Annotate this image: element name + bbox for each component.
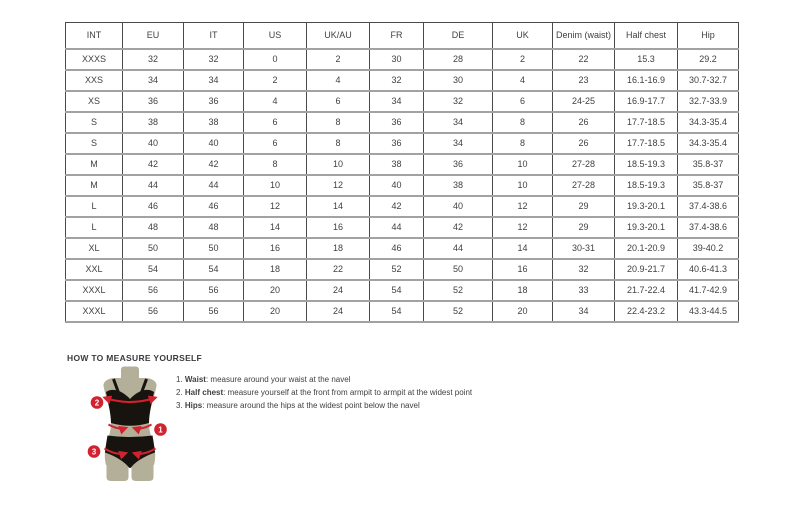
table-cell: 36 xyxy=(184,91,244,112)
measure-step xyxy=(176,386,472,399)
table-cell: 21.7-22.4 xyxy=(615,280,678,301)
mannequin-illustration xyxy=(75,365,175,490)
table-cell: 38 xyxy=(424,175,493,196)
column-header: Hip xyxy=(678,23,739,49)
table-cell: 15.3 xyxy=(615,49,678,70)
table-cell: S xyxy=(66,133,123,154)
table-cell: 56 xyxy=(184,280,244,301)
measure-steps xyxy=(176,373,472,412)
table-cell: 19.3-20.1 xyxy=(615,196,678,217)
table-cell: S xyxy=(66,112,123,133)
table-cell: 10 xyxy=(307,154,370,175)
measure-step-term: Waist xyxy=(184,375,206,384)
table-cell: 16 xyxy=(493,259,553,280)
table-cell: 14 xyxy=(244,217,307,238)
table-cell: 14 xyxy=(493,238,553,259)
table-cell: 56 xyxy=(123,280,184,301)
table-cell: 16.9-17.7 xyxy=(615,91,678,112)
table-cell: 34 xyxy=(424,112,493,133)
measure-step xyxy=(176,373,472,386)
table-cell: 12 xyxy=(493,217,553,238)
table-cell: 32 xyxy=(424,91,493,112)
table-cell: 30 xyxy=(370,49,424,70)
table-cell: 37.4-38.6 xyxy=(678,217,739,238)
table-cell: L xyxy=(66,217,123,238)
table-cell: M xyxy=(66,175,123,196)
table-cell: 18 xyxy=(244,259,307,280)
table-cell: 36 xyxy=(370,133,424,154)
table-cell: 44 xyxy=(370,217,424,238)
table-cell: 8 xyxy=(493,112,553,133)
measure-step-number: 2. xyxy=(176,388,185,397)
table-cell: 40.6-41.3 xyxy=(678,259,739,280)
table-cell: 54 xyxy=(370,280,424,301)
mannequin-right-leg xyxy=(132,461,154,481)
table-cell: 8 xyxy=(244,154,307,175)
table-row xyxy=(66,70,739,91)
table-cell: 36 xyxy=(424,154,493,175)
table-cell: 33 xyxy=(553,280,615,301)
table-cell: 44 xyxy=(123,175,184,196)
table-cell: XXXL xyxy=(66,280,123,301)
table-cell: 29 xyxy=(553,196,615,217)
table-cell: 4 xyxy=(307,70,370,91)
table-cell: 52 xyxy=(424,280,493,301)
table-cell: 32 xyxy=(370,70,424,91)
table-cell: 46 xyxy=(123,196,184,217)
column-header: Half chest xyxy=(615,23,678,49)
table-cell: 34 xyxy=(553,301,615,322)
table-row xyxy=(66,91,739,112)
table-cell: 10 xyxy=(493,175,553,196)
table-cell: 40 xyxy=(123,133,184,154)
table-cell: 18.5-19.3 xyxy=(615,175,678,196)
table-cell: 10 xyxy=(493,154,553,175)
measure-step-number: 1. xyxy=(176,375,185,384)
waist-badge-number: 1 xyxy=(158,425,163,435)
table-cell: 12 xyxy=(244,196,307,217)
table-cell: 19.3-20.1 xyxy=(615,217,678,238)
table-cell: XXS xyxy=(66,70,123,91)
table-cell: 32 xyxy=(123,49,184,70)
hips-badge xyxy=(88,445,101,458)
table-row xyxy=(66,238,739,259)
table-cell: 30-31 xyxy=(553,238,615,259)
table-cell: 12 xyxy=(493,196,553,217)
column-header: Denim (waist) xyxy=(553,23,615,49)
column-header: EU xyxy=(123,23,184,49)
table-cell: 41.7-42.9 xyxy=(678,280,739,301)
table-cell: 24 xyxy=(307,301,370,322)
table-cell: 32.7-33.9 xyxy=(678,91,739,112)
table-cell: 28 xyxy=(424,49,493,70)
chest-badge xyxy=(91,396,104,409)
table-cell: 22.4-23.2 xyxy=(615,301,678,322)
table-cell: 30.7-32.7 xyxy=(678,70,739,91)
table-cell: 6 xyxy=(244,133,307,154)
table-cell: 34.3-35.4 xyxy=(678,112,739,133)
table-cell: 22 xyxy=(307,259,370,280)
table-cell: XS xyxy=(66,91,123,112)
table-cell: 42 xyxy=(370,196,424,217)
table-row xyxy=(66,259,739,280)
table-cell: 18.5-19.3 xyxy=(615,154,678,175)
table-cell: 38 xyxy=(370,154,424,175)
table-cell: 32 xyxy=(184,49,244,70)
measure-step xyxy=(176,399,472,412)
table-cell: 17.7-18.5 xyxy=(615,112,678,133)
table-cell: 20 xyxy=(244,280,307,301)
table-cell: 20 xyxy=(244,301,307,322)
table-cell: 2 xyxy=(307,49,370,70)
table-cell: 26 xyxy=(553,133,615,154)
table-row xyxy=(66,301,739,322)
table-cell: 46 xyxy=(370,238,424,259)
table-cell: 54 xyxy=(370,301,424,322)
mannequin-left-leg xyxy=(107,461,129,481)
table-row xyxy=(66,280,739,301)
table-row xyxy=(66,49,739,70)
table-cell: 46 xyxy=(184,196,244,217)
column-header: IT xyxy=(184,23,244,49)
table-cell: 42 xyxy=(123,154,184,175)
table-cell: 36 xyxy=(370,112,424,133)
table-cell: 34 xyxy=(370,91,424,112)
waist-badge xyxy=(154,423,167,436)
measure-step-term: Hips xyxy=(184,401,203,410)
table-cell: 34.3-35.4 xyxy=(678,133,739,154)
measure-step-text: : measure around the hips at the widest point below the navel xyxy=(202,401,420,410)
table-cell: 24-25 xyxy=(553,91,615,112)
table-row xyxy=(66,112,739,133)
table-cell: 50 xyxy=(424,259,493,280)
measure-step-text: : measure yourself at the front from armpit to armpit at the widest point xyxy=(223,388,473,397)
table-cell: 37.4-38.6 xyxy=(678,196,739,217)
table-cell: 8 xyxy=(307,112,370,133)
table-cell: 56 xyxy=(123,301,184,322)
table-cell: 34 xyxy=(184,70,244,91)
table-cell: 8 xyxy=(493,133,553,154)
table-cell: 4 xyxy=(493,70,553,91)
table-cell: 2 xyxy=(493,49,553,70)
table-cell: 56 xyxy=(184,301,244,322)
table-cell: 6 xyxy=(244,112,307,133)
table-cell: 16 xyxy=(244,238,307,259)
table-cell: 29.2 xyxy=(678,49,739,70)
table-cell: 16 xyxy=(307,217,370,238)
table-cell: 6 xyxy=(307,91,370,112)
table-cell: 27-28 xyxy=(553,154,615,175)
table-cell: XXXS xyxy=(66,49,123,70)
table-cell: 16.1-16.9 xyxy=(615,70,678,91)
table-cell: 30 xyxy=(424,70,493,91)
column-header: DE xyxy=(424,23,493,49)
table-cell: L xyxy=(66,196,123,217)
table-row xyxy=(66,217,739,238)
size-table xyxy=(65,22,739,323)
table-cell: 52 xyxy=(424,301,493,322)
table-row xyxy=(66,154,739,175)
table-cell: 14 xyxy=(307,196,370,217)
table-cell: 4 xyxy=(244,91,307,112)
table-cell: 26 xyxy=(553,112,615,133)
table-cell: 34 xyxy=(123,70,184,91)
table-cell: 6 xyxy=(493,91,553,112)
column-header: FR xyxy=(370,23,424,49)
table-cell: 54 xyxy=(123,259,184,280)
table-cell: 42 xyxy=(184,154,244,175)
column-header: UK/AU xyxy=(307,23,370,49)
table-cell: 24 xyxy=(307,280,370,301)
column-header: US xyxy=(244,23,307,49)
size-table-body xyxy=(66,49,739,322)
size-table-header-row xyxy=(66,23,739,49)
table-cell: 35.8-37 xyxy=(678,154,739,175)
table-cell: 43.3-44.5 xyxy=(678,301,739,322)
table-cell: 0 xyxy=(244,49,307,70)
table-row xyxy=(66,133,739,154)
table-cell: 2 xyxy=(244,70,307,91)
chest-badge-number: 2 xyxy=(94,398,100,408)
table-cell: 20.1-20.9 xyxy=(615,238,678,259)
column-header: INT xyxy=(66,23,123,49)
measure-section-heading: HOW TO MEASURE YOURSELF xyxy=(67,353,203,363)
table-row xyxy=(66,175,739,196)
table-cell: 10 xyxy=(244,175,307,196)
table-cell: 27-28 xyxy=(553,175,615,196)
table-cell: 40 xyxy=(424,196,493,217)
table-cell: 22 xyxy=(553,49,615,70)
table-cell: 8 xyxy=(307,133,370,154)
table-cell: 34 xyxy=(424,133,493,154)
table-cell: M xyxy=(66,154,123,175)
table-cell: 29 xyxy=(553,217,615,238)
table-cell: 40 xyxy=(370,175,424,196)
table-cell: 50 xyxy=(184,238,244,259)
table-cell: 54 xyxy=(184,259,244,280)
table-cell: 50 xyxy=(123,238,184,259)
table-cell: 20 xyxy=(493,301,553,322)
measure-step-number: 3. xyxy=(176,401,185,410)
table-cell: 18 xyxy=(307,238,370,259)
table-cell: 12 xyxy=(307,175,370,196)
table-cell: 48 xyxy=(123,217,184,238)
table-cell: 32 xyxy=(553,259,615,280)
table-cell: 38 xyxy=(123,112,184,133)
table-cell: 18 xyxy=(493,280,553,301)
table-cell: XL xyxy=(66,238,123,259)
table-cell: 48 xyxy=(184,217,244,238)
measure-step-term: Half chest xyxy=(184,388,224,397)
table-cell: 17.7-18.5 xyxy=(615,133,678,154)
table-cell: 40 xyxy=(184,133,244,154)
table-cell: 38 xyxy=(184,112,244,133)
table-cell: 36 xyxy=(123,91,184,112)
hips-badge-number: 3 xyxy=(91,447,97,457)
table-cell: 39-40.2 xyxy=(678,238,739,259)
table-cell: 20.9-21.7 xyxy=(615,259,678,280)
column-header: UK xyxy=(493,23,553,49)
table-cell: 52 xyxy=(370,259,424,280)
measurement-figure xyxy=(75,365,175,490)
table-cell: 42 xyxy=(424,217,493,238)
table-cell: 35.8-37 xyxy=(678,175,739,196)
table-cell: 44 xyxy=(424,238,493,259)
table-cell: 23 xyxy=(553,70,615,91)
table-row xyxy=(66,196,739,217)
measure-step-text: : measure around your waist at the navel xyxy=(205,375,351,384)
table-cell: 44 xyxy=(184,175,244,196)
table-cell: XXL xyxy=(66,259,123,280)
table-cell: XXXL xyxy=(66,301,123,322)
